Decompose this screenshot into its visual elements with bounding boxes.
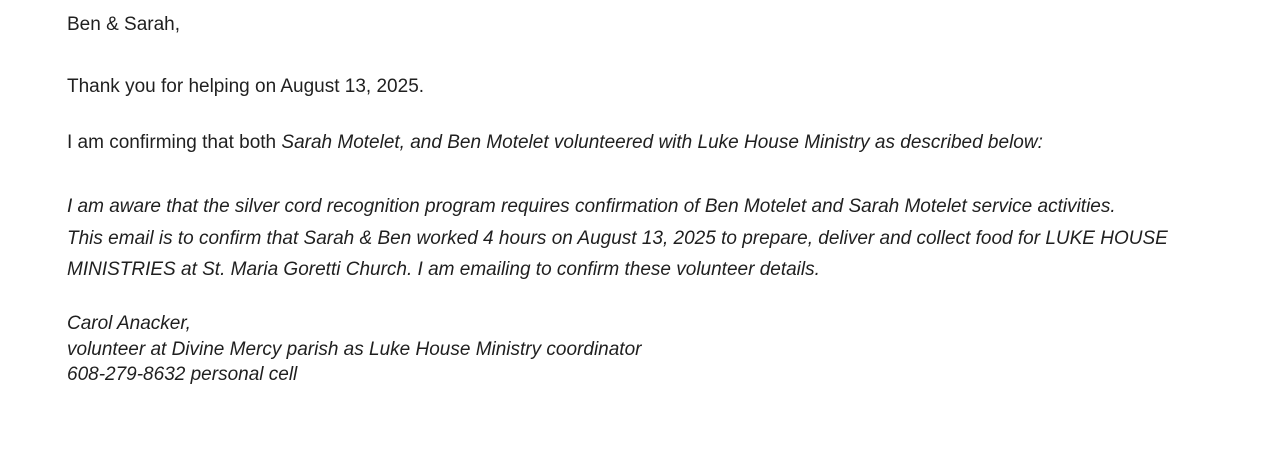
thank-you-line: Thank you for helping on August 13, 2025. [67, 76, 425, 97]
body-line-1: I am aware that the silver cord recognition program requires confirmation of Ben Motelet and Sarah Motelet service activities. [67, 196, 1116, 217]
confirmation-prefix: I am confirming that both [67, 132, 282, 153]
body-line-2: This email is to confirm that Sarah & Ben worked 4 hours on August 13, 2025 to prepare, deliver and collect food for LUKE HOUSE [67, 228, 1168, 249]
confirmation-line [67, 132, 1043, 154]
signature-phone: 608-279-8632 personal cell [67, 364, 298, 385]
signature-role: volunteer at Divine Mercy parish as Luke House Ministry coordinator [67, 339, 642, 360]
confirmation-volunteers: Sarah Motelet, and Ben Motelet volunteered with Luke House Ministry as described below: [281, 132, 1043, 153]
signature-name: Carol Anacker, [67, 313, 191, 334]
greeting: Ben & Sarah, [67, 14, 181, 35]
body-line-3: MINISTRIES at St. Maria Goretti Church. I am emailing to confirm these volunteer details. [67, 259, 820, 280]
